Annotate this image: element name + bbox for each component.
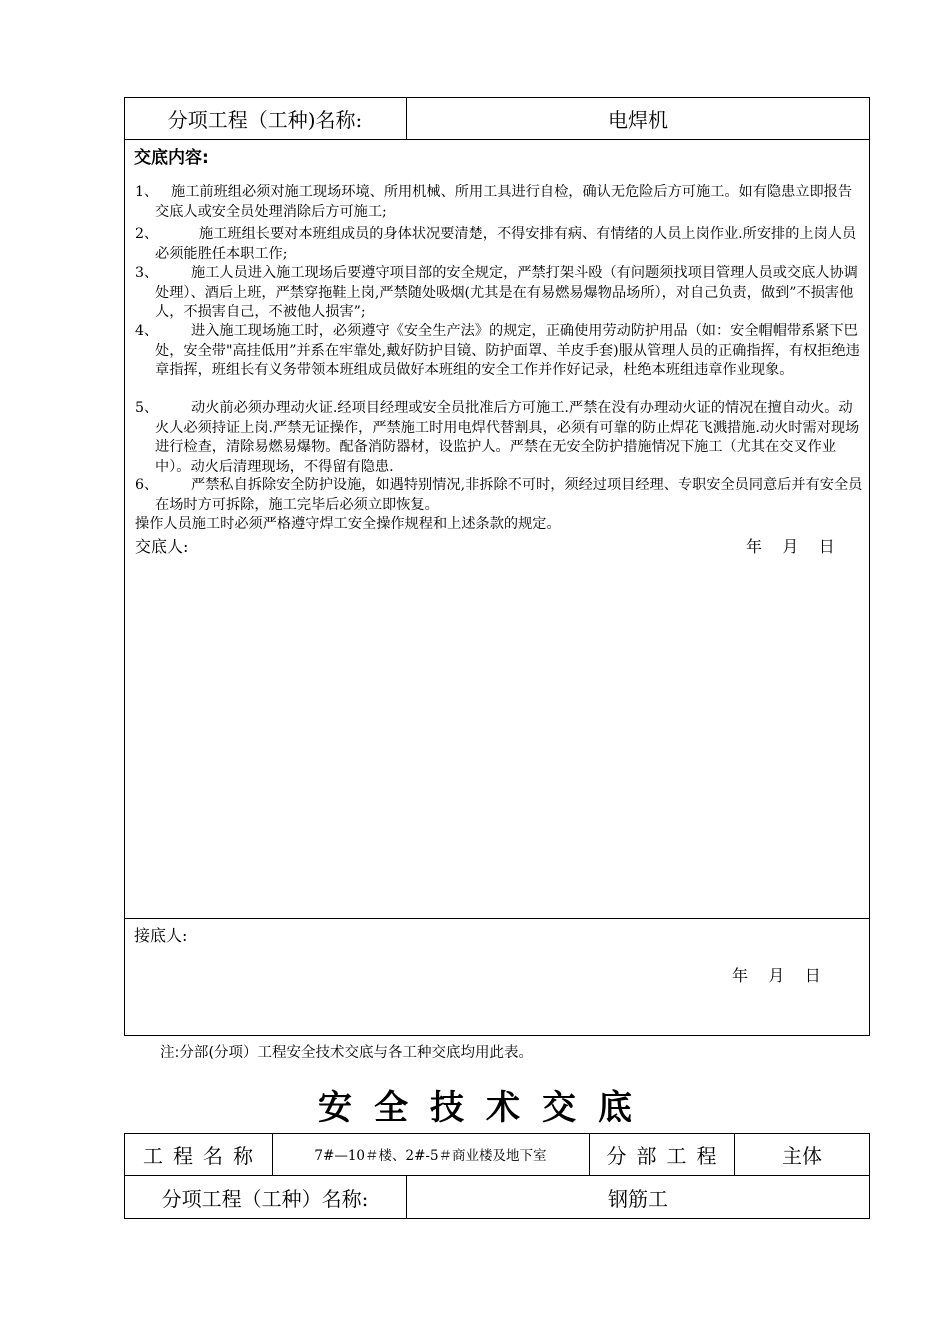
clause-text: 施工人员进入施工现场后要遵守项目部的安全规定，严禁打架斗殴（有问题须找项目管理人员或交底人协调处理）、酒后上班，严禁穿拖鞋上岗,严禁随处吸烟(尤其是在有易燃易爆物品场所），对自己负责，做到”不损害他人，不损害自己，不被他人损害”; <box>155 265 858 320</box>
subproject-value: 电焊机 <box>608 107 668 132</box>
division-value: 主体 <box>782 1143 822 1168</box>
clause-number: 6、 <box>135 477 159 493</box>
clause-6 <box>135 476 865 515</box>
second-subproject-label: 分项工程（工种）名称: <box>161 1186 369 1211</box>
discloser-label: 交底人: <box>135 537 189 556</box>
clause-number: 3、 <box>135 265 159 281</box>
discloser-date: 年 月 日 <box>746 537 835 556</box>
clause-3 <box>135 264 865 323</box>
clause-number: 5、 <box>135 400 159 416</box>
clause-number: 4、 <box>135 323 159 339</box>
clause-number: 2、 <box>135 226 159 242</box>
division-label: 分部工程 <box>606 1143 727 1168</box>
clause-number: 1、 <box>135 184 159 200</box>
content-heading: 交底内容: <box>134 148 209 168</box>
second-subproject-value: 钢筋工 <box>608 1186 668 1211</box>
receiver-label: 接底人: <box>134 926 188 945</box>
project-name-label: 工程名称 <box>143 1143 263 1168</box>
second-form-title: 安全技术交底 <box>318 1088 654 1128</box>
clause-4 <box>135 322 865 381</box>
header-row-divider <box>124 139 870 140</box>
clause-5 <box>135 399 865 477</box>
clause-text: 施工前班组必须对施工现场环境、所用机械、所用工具进行自检，确认无危险后方可施工。如有隐患立即报告交底人或安全员处理消除后方可施工; <box>155 184 853 220</box>
clause-1 <box>135 183 865 222</box>
project-name-value: 7#—10＃楼、2#-5＃商业楼及地下室 <box>314 1148 547 1164</box>
footnote: 注:分部(分项）工程安全技术交底与各工种交底均用此表。 <box>160 1045 534 1061</box>
clause-2 <box>135 225 865 264</box>
receiver-date: 年 月 日 <box>732 966 821 985</box>
clause-text: 进入施工现场施工时，必须遵守《安全生产法》的规定，正确使用劳动防护用品（如：安全帽帽带系紧下巴处，安全带"高挂低用”并系在牢靠处,戴好防护目镜、防护面罩、羊皮手套)服从管理人员的正确指挥，有权拒绝违章指挥，班组长有义务带领本班组成员做好本班组的安全工作并作好记录，杜绝本班组违章作业现象。 <box>155 323 860 378</box>
clause-text: 动火前必须办理动火证.经项目经理或安全员批准后方可施工.严禁在没有办理动火证的情况在擅自动火。动火人必须持证上岗.严禁无证操作，严禁施工时用电焊代替割具，必须有可靠的防止焊花飞溅措施.动火时需对现场进行检查，清除易燃易爆物。配备消防器材，设监护人。严禁在无安全防护措施情况下施工（尤其在交叉作业中）。动火后清理现场，不得留有隐患. <box>155 400 860 475</box>
clause-text: 施工班组长要对本班组成员的身体状况要清楚，不得安排有病、有情绪的人员上岗作业.所安排的上岗人员必须能胜任本职工作; <box>155 226 857 262</box>
clause-text: 严禁私自拆除安全防护设施，如遇特别情况,非拆除不可时，须经过项目经理、专职安全员同意后并有安全员在场时方可拆除，施工完毕后必须立即恢复。 <box>155 477 863 513</box>
receiver-divider <box>124 918 870 919</box>
closing-line: 操作人员施工时必须严格遵守焊工安全操作规程和上述条款的规定。 <box>135 516 561 532</box>
subproject-label: 分项工程（工种)名称: <box>167 107 363 132</box>
